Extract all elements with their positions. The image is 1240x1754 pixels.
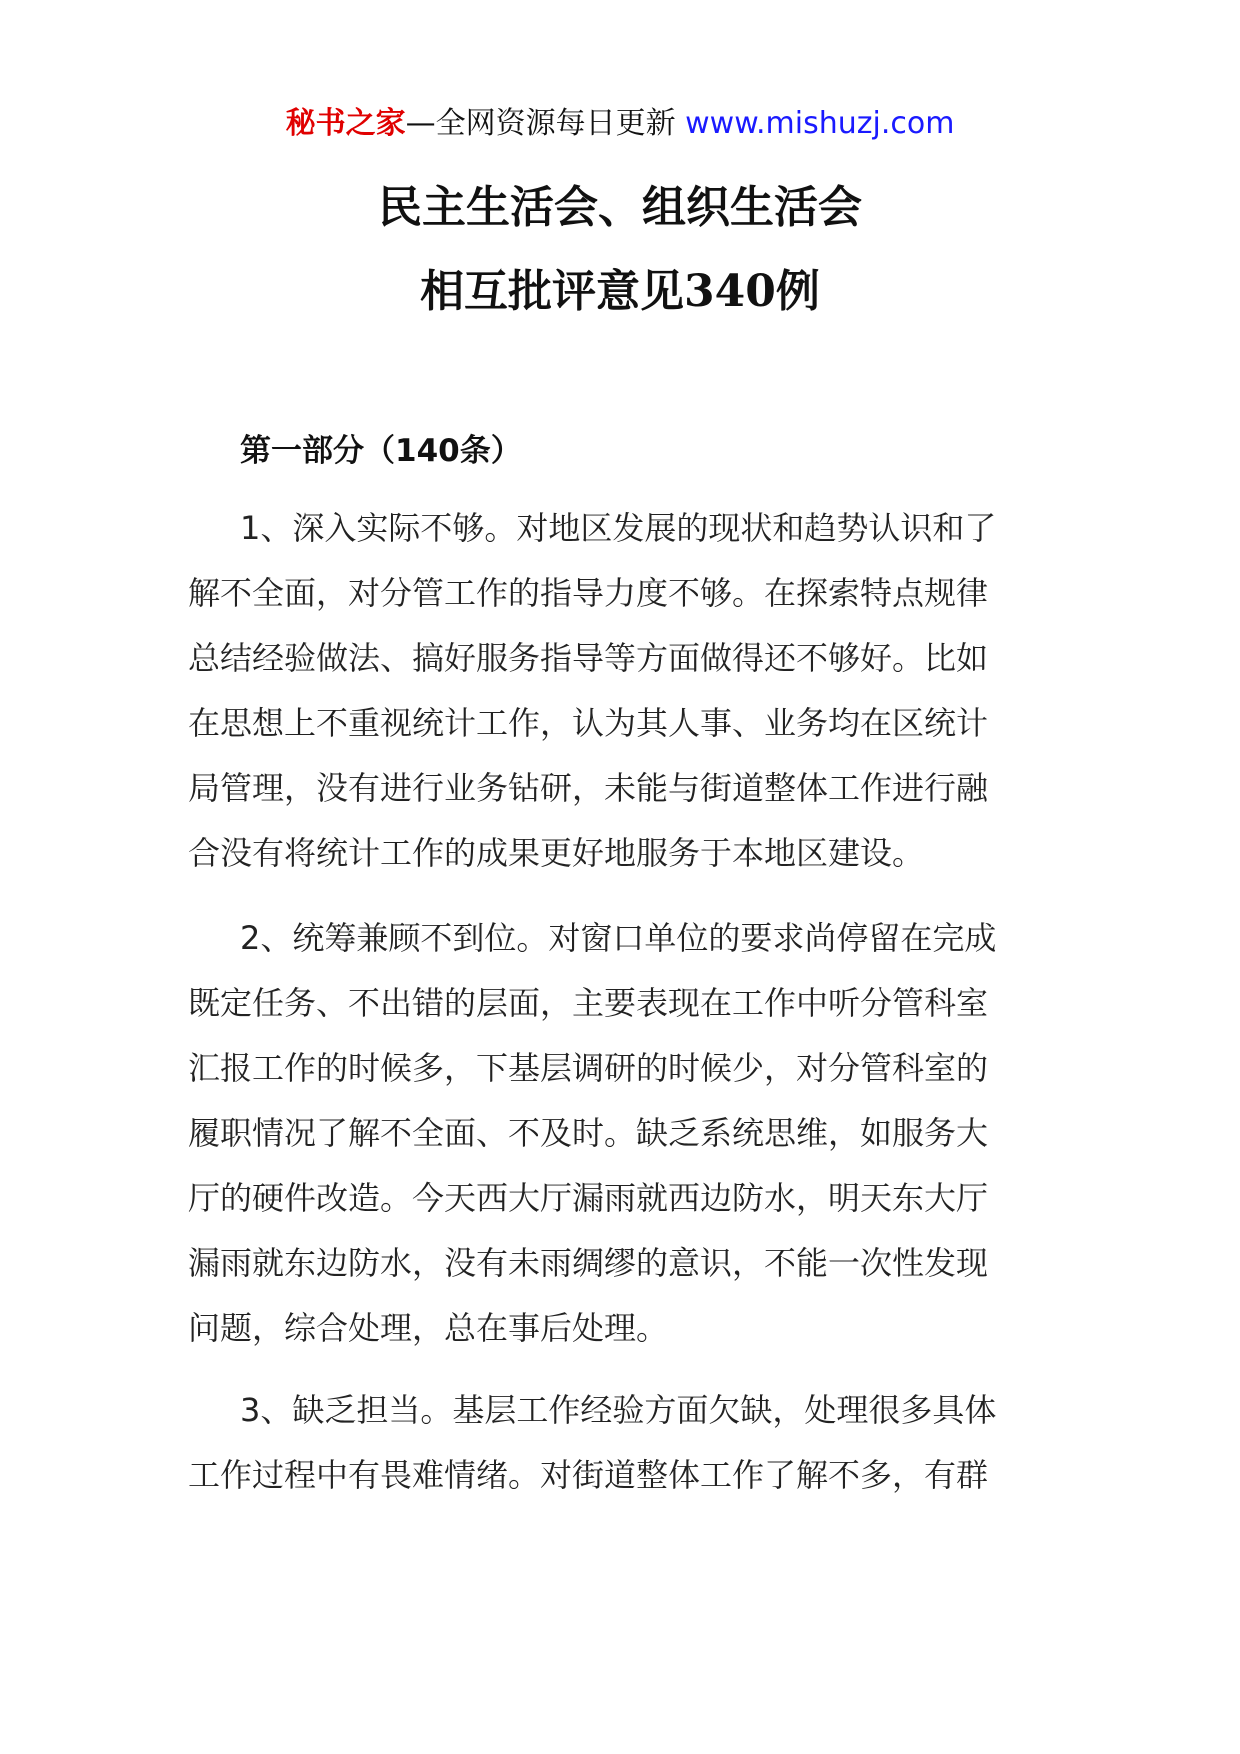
paragraph-line: 1、深入实际不够。对地区发展的现状和趋势认识和了: [240, 509, 997, 547]
document-title-line-2: 相互批评意见340例: [420, 266, 820, 317]
paragraph-line: 3、缺乏担当。基层工作经验方面欠缺，处理很多具体: [240, 1391, 997, 1429]
paragraph-line: 局管理，没有进行业务钻研，未能与街道整体工作进行融: [188, 769, 989, 807]
paragraph-line: 问题，综合处理，总在事后处理。: [188, 1309, 669, 1347]
site-url-link[interactable]: www.mishuzj.com: [685, 106, 955, 141]
paragraph-line: 漏雨就东边防水，没有未雨绸缪的意识，不能一次性发现: [188, 1244, 989, 1282]
document-title-line-1: 民主生活会、组织生活会: [378, 182, 862, 233]
site-header: [0, 100, 1240, 148]
paragraph-line: 既定任务、不出错的层面，主要表现在工作中听分管科室: [188, 984, 989, 1022]
section-heading: 第一部分（140条）: [240, 433, 522, 469]
header-tagline: —全网资源每日更新: [405, 106, 686, 141]
paragraph-line: 厅的硬件改造。今天西大厅漏雨就西边防水，明天东大厅: [188, 1179, 989, 1217]
paragraph-line: 在思想上不重视统计工作，认为其人事、业务均在区统计: [188, 704, 989, 742]
paragraph-2: [188, 906, 1058, 1361]
paragraph-3: [188, 1378, 1058, 1508]
brand-name: 秘书之家: [285, 106, 406, 141]
paragraph-line: 解不全面，对分管工作的指导力度不够。在探索特点规律: [188, 574, 989, 612]
paragraph-line: 履职情况了解不全面、不及时。缺乏系统思维，如服务大: [188, 1114, 989, 1152]
paragraph-line: 2、统筹兼顾不到位。对窗口单位的要求尚停留在完成: [240, 919, 997, 957]
paragraph-line: 汇报工作的时候多，下基层调研的时候少，对分管科室的: [188, 1049, 989, 1087]
paragraph-line: 总结经验做法、搞好服务指导等方面做得还不够好。比如: [188, 639, 989, 677]
paragraph-line: 工作过程中有畏难情绪。对街道整体工作了解不多，有群: [188, 1456, 989, 1494]
paragraph-line: 合没有将统计工作的成果更好地服务于本地区建设。: [188, 834, 925, 872]
paragraph-1: [188, 496, 1058, 886]
